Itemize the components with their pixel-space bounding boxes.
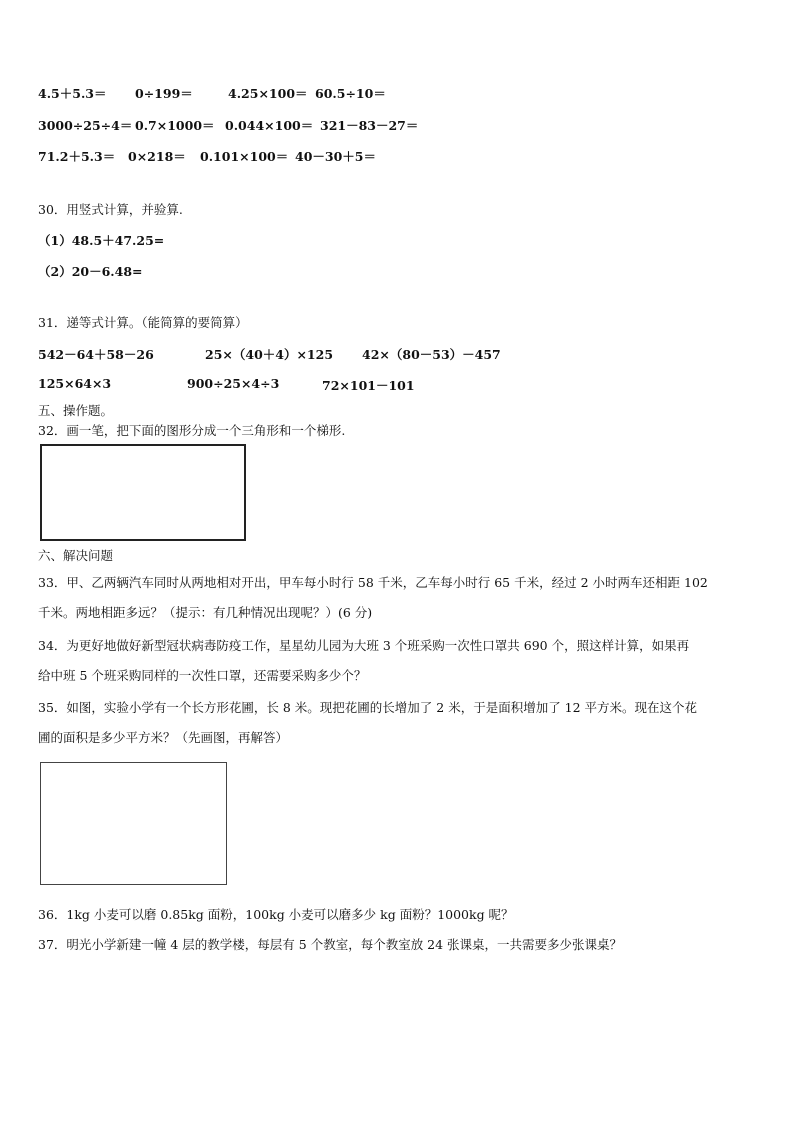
q33-line-2: 千米。两地相距多远？（提示：有几种情况出现呢？）(6 分) [38,605,373,620]
q31-title: 31．递等式计算。（能简算的要简算） [38,315,248,330]
oral-calc-item: 0.044×100＝ [225,118,314,133]
q31-expression: 25×（40＋4）×125 [205,347,334,362]
oral-calc-item: 71.2＋5.3＝ [38,149,116,164]
q34-line-1: 34．为更好地做好新型冠状病毒防疫工作，星星幼儿园为大班 3 个班采购一次性口罩共 690 个，照这样计算，如果再 [38,638,690,653]
oral-calc-item: 0÷199＝ [135,86,193,101]
q35-line-2: 圃的面积是多少平方米？（先画图，再解答） [38,730,289,745]
q32-rectangle-figure [40,444,246,541]
q35-line-1: 35．如图，实验小学有一个长方形花圃，长 8 米。现把花圃的长增加了 2 米，于是面积增加了 12 平方米。现在这个花 [38,700,698,715]
oral-calc-item: 0.101×100＝ [200,149,289,164]
q34-line-2: 给中班 5 个班采购同样的一次性口罩，还需要采购多少个？ [38,668,367,683]
q31-expression: 125×64×3 [38,376,112,391]
q32-text: 32．画一笔，把下面的图形分成一个三角形和一个梯形. [38,423,346,438]
q30-item-2: （2）20－6.48= [38,264,143,279]
oral-calc-item: 3000÷25÷4＝ [38,118,133,133]
q36-text: 36．1kg 小麦可以磨 0.85kg 面粉，100kg 小麦可以磨多少 kg 面粉？1000kg 呢？ [38,907,514,922]
oral-calc-item: 60.5÷10＝ [315,86,386,101]
oral-calc-item: 0×218＝ [128,149,186,164]
section-5-title: 五、操作题。 [38,403,114,418]
oral-calc-item: 4.25×100＝ [228,86,308,101]
oral-calc-item: 0.7×1000＝ [135,118,215,133]
q31-expression: 900÷25×4÷3 [187,376,280,391]
q30-item-1: （1）48.5＋47.25= [38,233,165,248]
q37-text: 37．明光小学新建一幢 4 层的教学楼，每层有 5 个教室，每个教室放 24 张课桌，一共需要多少张课桌？ [38,937,623,952]
oral-calc-item: 4.5＋5.3＝ [38,86,107,101]
q35-rectangle-figure [40,762,227,885]
q31-expression: 42×（80－53）－457 [362,347,501,362]
q30-title: 30．用竖式计算，并验算. [38,202,183,217]
oral-calc-item: 321－83－27＝ [320,118,419,133]
q31-expression: 72×101－101 [322,378,415,393]
section-6-title: 六、解决问题 [38,548,114,563]
q33-line-1: 33．甲、乙两辆汽车同时从两地相对开出，甲车每小时行 58 千米，乙车每小时行 65 千米，经过 2 小时两车还相距 102 [38,575,708,590]
q31-expression: 542－64＋58－26 [38,347,154,362]
oral-calc-item: 40－30＋5＝ [295,149,376,164]
